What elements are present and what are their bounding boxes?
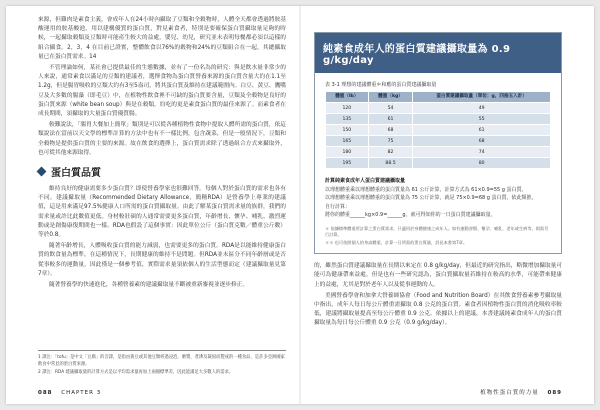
- table-row: [326, 136, 551, 147]
- paragraph: 較難說法，「腸胃大餐加上簡單」類別是可以從各種植物性食物中提取人體所需的蛋白質，依這類說法在當前以天文學的標準計算的方法中也有不一樣比例，包含蔬菜，但是一般情況下，豆類和全穀物是提供蛋白質的主要的來源。故在飲食的選擇上，蛋白質需求除了透過組合方式來攝取外，也可從其他來源取得。: [38, 122, 286, 156]
- table-cell: 61: [368, 114, 413, 125]
- header-cell: 體重（kg）: [368, 92, 413, 103]
- calculation-line: 以理想體重乘以理想體重的蛋白質量為 61 公斤計算，計算方式為 61×0.9=55 g 蛋白質。: [325, 186, 527, 193]
- table-cell: 165: [326, 136, 369, 147]
- table-cell: 195: [326, 158, 369, 169]
- table-cell: 68: [413, 136, 551, 147]
- table-cell: 49: [413, 103, 551, 114]
- paragraph: 的，雖然蛋白質建議攝取量在長期以來定在 0.8 g/kg/day，但最近的研究指出，略微增加攝取量可能可為健康帶來益處。但是也有一些研究認為，蛋白質攝取量若維持在較高的水準，可能帶來健康上的益處，尤其是對於老年人以及從事運動的人。: [314, 263, 562, 288]
- paragraph: 維持良好的健康需要多少蛋白質？即使營養學家也很難回答。每個人對於蛋白質的需求也各有不同。建議攝取量（Recommended Dietary Allowance，簡稱RDA）是營養學上專業的建議值，這是用來滿足97.5%健康人口所需的蛋白質攝取量。由此了解某蛋白質需求量的族群，我們的需求量或許比此數值更低。身材較壯碩的人通常需要更多蛋白質，年齡增長、懷孕、哺乳、激烈運動或是創傷康復期間也一樣。RDA也假設了這個事實：因此單位公斤（蛋白質克數／體重公斤數）等於0.8。: [38, 186, 286, 239]
- table-cell: 80: [413, 158, 551, 169]
- table-cell: 150: [326, 125, 369, 136]
- table-cell: 55: [413, 114, 551, 125]
- right-folio: [480, 388, 562, 396]
- calculation-line: 自行計算：: [325, 203, 351, 210]
- box-note: ＊＊ 也可依照個人的身高體重，計算一日所需的蛋白質量，詳見本書第7章。: [325, 239, 468, 245]
- paragraph: 不管理論如何，某社會已提供最佳的生態數據，並有了一份名為的研究：與是飲水量非常少的人來說，通常素食以滿足的豆類的建議者，選擇食物為蛋白質營養來源的蛋白質含量大約在1.1至1.2g，但是腸胃吸收的豆類大約有3至5盎司，將其蛋白質及維持在建議範圍內。白豆、黃豆、鷹嘴豆及大多數的腸藻（即毛豆）中，在植物性飲食裡不可缺的蛋白質要含量，豆類及全穀物是良好的蛋白質來源（white bean soup）與是在穀類，約吃的更是素食蛋白質的最佳來源了。而素食者在成長期間，須攝取的大量蛋白質優質腸。: [38, 65, 286, 118]
- paragraph: 隨著年齡增長，人體吸收蛋白質的能力減弱，也需要更多的蛋白質。RDA是以能維持健康蛋白質的飲食量為標準，在這種情況下，長期健康的維持不是問題。但RDA並未區分不同年齡層或是否從事較多的運動量，因此僅是一個參考值，實際需求量須依個人的生活型態而定（建議攝取量見第7章）。: [38, 243, 286, 277]
- calculation-line: 將你的體重______kg×0.9=______g，就可得知你的一日蛋白質建議攝取量。: [325, 212, 496, 219]
- left-page: [6, 6, 300, 404]
- chapter-label: CHAPTER 3: [61, 390, 102, 396]
- calculation-line: 以理想體重乘以理想體重的蛋白質量為 75 公斤計算，就是 75×0.9=68 g 蛋白質，依此類推。: [325, 195, 537, 202]
- section-title-text: 蛋白質品質: [51, 168, 101, 180]
- paragraph: 美國營養學會和加拿大營養師協會（Food and Nutrition Board）在其飲食營養素參考攝取量中指出，成年人每日每公斤體重需攝取 0.8 公克的蛋白質。素食者因植物性蛋白質的消化吸收率較低，建議將攝取量提高至每公斤體重 0.9 公克。依據以上的建議，本書建議純素食成年人的蛋白質攝取量為每日每公斤體重 0.9 公克（0.9 g/kg/day）。: [314, 292, 562, 327]
- footnotes: [38, 350, 286, 377]
- table-cell: 61: [413, 125, 551, 136]
- protein-info-box: [314, 32, 562, 254]
- diamond-bullet-icon: [37, 167, 47, 177]
- table-row: [326, 114, 551, 125]
- calculation-heading: 計算純素食成年人蛋白質建議攝取量: [325, 178, 406, 184]
- left-folio: [38, 390, 101, 396]
- box-content: [315, 73, 561, 253]
- table-cell: 88.5: [368, 158, 413, 169]
- page-number: 089: [547, 390, 562, 396]
- table-cell: 54: [368, 103, 413, 114]
- left-body: [38, 16, 286, 158]
- right-body: [314, 262, 562, 328]
- table-cell: 180: [326, 147, 369, 158]
- table-row: [326, 158, 551, 169]
- page-number: 088: [38, 390, 53, 396]
- table-caption: 表 3-1 理想的建議體重＊和應的蛋白質建議攝取量: [325, 82, 437, 88]
- box-title: 純素食成年人的蛋白質建議攝取量為 0.9 g/kg/day: [315, 33, 561, 73]
- calculation-section: [325, 177, 551, 220]
- box-note: ＊ 依據標準體重所計算之蛋白質需求，只適用於身體健康之成年人。如有運動習慣、懷孕、哺乳、老年或生病等，則需另行計算。: [325, 225, 549, 238]
- table-cell: 74: [413, 147, 551, 158]
- book-title-label: 植物性蛋白質的力量: [480, 390, 539, 396]
- table-cell: 135: [326, 114, 369, 125]
- table-header-row: [326, 92, 551, 103]
- table-cell: 75: [368, 136, 413, 147]
- book-spread: [6, 6, 594, 404]
- table-row: [326, 147, 551, 158]
- table-row: [326, 103, 551, 114]
- section-body: [38, 185, 286, 290]
- paragraph: 隨著營養學的快速進化，各種營養素的建議攝取量不斷被重新審視並逐步修正。: [49, 282, 249, 289]
- table-cell: 120: [326, 103, 369, 114]
- table-row: [326, 125, 551, 136]
- box-notes: [325, 226, 551, 246]
- header-cell: 蛋白質建議攝取量（單位：g，四捨五入計）: [413, 92, 551, 103]
- footnote: 1 譯注：「tofu」是中文「豆腐」的音譯，是指由黃豆或其他豆類經過浸泡、磨漿、煮沸及凝固而製成的一種食品，是許多亞洲國家飲食中常見的蛋白質來源。: [38, 355, 285, 367]
- table-cell: 68: [368, 125, 413, 136]
- paragraph: 來源，但雞肉是素食主義，會成年人在24小時內攝取了豆類和全穀物時，人體全天都會透過將胺基酸運用的胺基酸池，用以建構優質的蛋白質，對見素食者，特別是要確保蛋白質攝取量足夠的時候，一起攝取穀類及豆類時可能產生較大的益處，嬰兒、幼兒，研究並未表明每餐都必須以這樣的組合攝食。2，3，4 在目前已證實，整體飲食以76%的穀物和24%的豆類組合在一起，其總攝取量已在蛋白質需求。14: [38, 17, 286, 60]
- protein-table: [325, 91, 551, 169]
- header-cell: 體重（lb）: [326, 92, 369, 103]
- section-heading: [38, 164, 286, 179]
- table-cell: 82: [368, 147, 413, 158]
- right-page: [300, 6, 594, 404]
- footnote: 2 譯注：RDA 建議攝取量的計算方式是以平均需求量再加上兩個標準差，因此能滿足大多數人的需求。: [38, 370, 234, 375]
